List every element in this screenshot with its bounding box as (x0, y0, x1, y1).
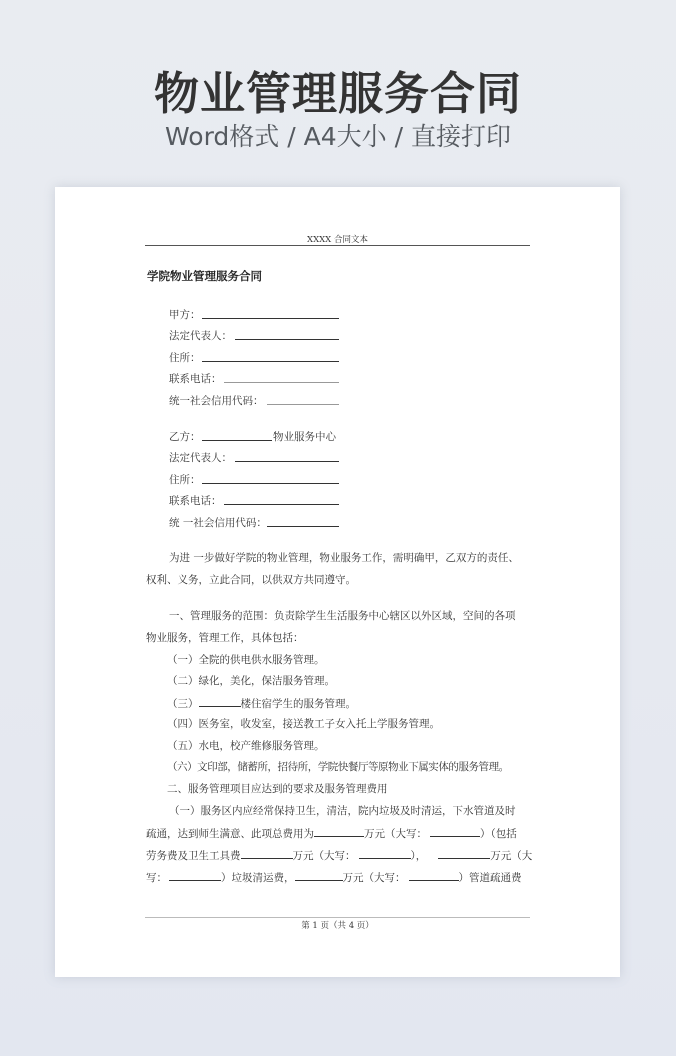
party-b-name-suffix: 物业服务中心 (273, 431, 336, 443)
footer-divider (145, 917, 530, 918)
total-fee-uppercase-blank[interactable] (430, 826, 480, 837)
party-a-name-field (169, 308, 201, 322)
banner-subtitle: Word格式 / A4大小 / 直接打印 (165, 122, 511, 151)
party-a-address-label: 住所： (169, 352, 201, 364)
party-b-name-label: 乙方： (169, 431, 201, 443)
s2-l3-text-c: ）， (410, 850, 427, 862)
party-b-phone-blank[interactable] (224, 494, 339, 505)
party-a-rep-blank[interactable] (235, 329, 339, 340)
scope-item-4: （四）医务室，收发室，接送教工子女入托上学服务管理。 (167, 718, 440, 730)
other-fee-blank[interactable] (438, 848, 490, 859)
party-a-name-blank[interactable] (202, 308, 339, 319)
scope-item-1: （一）全院的供电供水服务管理。 (167, 654, 325, 666)
scope-item-5: （五）水电，校产维修服务管理。 (167, 740, 325, 752)
s2-l3-text-d: 万元（大 (490, 850, 533, 862)
party-a-phone-field (169, 372, 222, 386)
scope-item-3-text: 楼住宿学生的服务管理。 (240, 698, 356, 710)
section2-line-3 (146, 848, 532, 863)
party-a-rep-label: 法定代表人： (169, 330, 232, 342)
s2-l2-text-a: 疏通，达到师生满意、此项总费用为 (146, 828, 314, 840)
party-a-rep-field (169, 329, 232, 343)
total-fee-blank[interactable] (314, 826, 364, 837)
party-a-address-field (169, 351, 201, 365)
party-b-address-label: 住所： (169, 474, 201, 486)
scope-item-3-prefix: （三） (167, 698, 199, 710)
s2-l4-text-a: 写： (146, 872, 167, 884)
party-a-credit-code-field (169, 394, 264, 408)
page-header: XXXX 合同文本 (307, 235, 368, 245)
section2-line-1: （一）服务区内应经常保持卫生，清洁，院内垃圾及时清运，下水管道及时 (169, 805, 516, 817)
party-b-name-blank[interactable] (202, 430, 272, 441)
party-b-credit-code-blank[interactable] (267, 516, 339, 527)
page-footer: 第 1 页（共 4 页） (301, 921, 374, 931)
s2-l2-text-c: ）（包括 (480, 828, 517, 840)
scope-item-3 (167, 696, 356, 711)
party-b-rep-blank[interactable] (235, 451, 339, 462)
document-title: 学院物业管理服务合同 (147, 269, 262, 283)
banner-title: 物业管理服务合同 (153, 67, 522, 120)
s2-l3-text-b: 万元（大写： (292, 850, 356, 862)
document-page (55, 187, 620, 977)
party-b-phone-field (169, 494, 222, 508)
party-a-name-label: 甲方： (169, 309, 201, 321)
intro-line-1: 为进 一步做好学院的物业管理，物业服务工作，需明确甲，乙双方的责任、 (169, 552, 519, 564)
party-b-rep-label: 法定代表人： (169, 452, 232, 464)
section1-line-2: 物业服务，管理工作，具体包括： (146, 632, 304, 644)
scope-item-3-blank[interactable] (199, 696, 241, 707)
section2-line-4 (146, 870, 522, 885)
section1-line-1: 一、管理服务的范围：负责除学生生活服务中心辖区以外区域，空间的各项 (169, 610, 516, 622)
scope-item-6: （六）文印部，储蓄所，招待所，学院快餐厅等原物业下属实体的服务管理。 (167, 761, 509, 773)
party-a-phone-label: 联系电话： (169, 373, 222, 385)
header-divider (145, 245, 530, 246)
party-b-address-blank[interactable] (202, 473, 339, 484)
party-b-credit-code-label: 统 一社会信用代码： (169, 517, 267, 529)
garbage-fee-uppercase-blank[interactable] (409, 870, 459, 881)
s2-l4-text-b: ）垃圾清运费， (221, 872, 295, 884)
s2-l4-text-d: ）管道疏通费 (458, 872, 522, 884)
party-b-address-field (169, 473, 201, 487)
other-fee-uppercase-blank[interactable] (169, 870, 221, 881)
party-a-credit-code-label: 统一社会信用代码： (169, 395, 264, 407)
section2-heading: 二、服务管理项目应达到的要求及服务管理费用 (167, 783, 388, 795)
party-b-name-field (169, 430, 336, 444)
party-b-rep-field (169, 451, 232, 465)
party-a-phone-blank[interactable] (224, 372, 339, 383)
section2-line-2 (146, 826, 517, 841)
s2-l3-text-a: 劳务费及卫生工具费 (146, 850, 241, 862)
labor-fee-blank[interactable] (241, 848, 293, 859)
scope-item-2: （二）绿化，美化，保洁服务管理。 (167, 675, 335, 687)
garbage-fee-blank[interactable] (295, 870, 343, 881)
party-b-phone-label: 联系电话： (169, 495, 222, 507)
s2-l2-text-b: 万元（大写： (364, 828, 427, 840)
labor-fee-uppercase-blank[interactable] (359, 848, 411, 859)
intro-line-2: 权利、义务，立此合同，以供双方共同遵守。 (146, 574, 356, 586)
s2-l4-text-c: 万元（大写： (342, 872, 406, 884)
party-a-credit-code-blank[interactable] (267, 394, 339, 405)
party-a-address-blank[interactable] (202, 351, 339, 362)
party-b-credit-code-field (169, 516, 267, 530)
